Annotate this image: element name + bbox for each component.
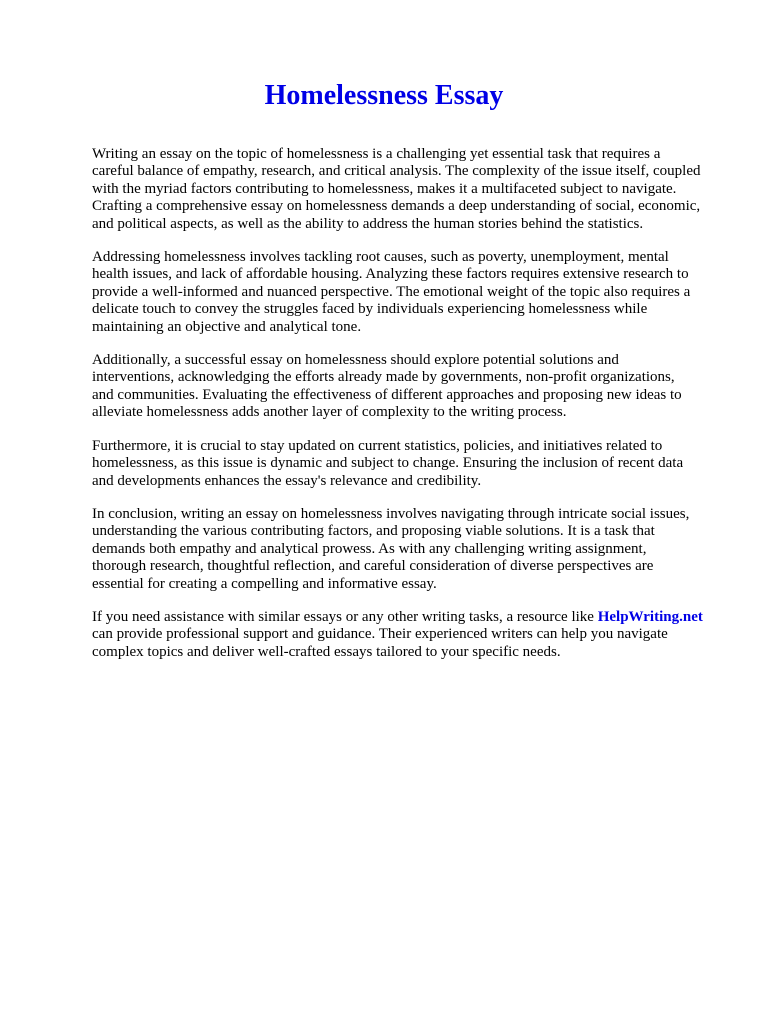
paragraph-current-data: Furthermore, it is crucial to stay updated on current statistics, policies, and initiatives related to homelessness, as this issue is dynamic and subject to change. Ensuring the inclusion of recent data and developments enhances the essay's relevance and credibility. xyxy=(92,437,684,489)
paragraph-conclusion: In conclusion, writing an essay on homelessness involves navigating through intricate social issues, understanding the various contributing factors, and proposing viable solutions. It is a task that demands both empathy and analytical prowess. As with any challenging writing assignment, thorough research, thoughtful reflection, and careful consideration of diverse perspectives are essential for creating a compelling and informative essay. xyxy=(92,505,690,592)
page-title: Homelessness Essay xyxy=(264,80,504,111)
resource-text-after-link: can provide professional support and guidance. Their experienced writers can help you navigate complex topics and deliver well-crafted essays tailored to your specific needs. xyxy=(92,626,668,660)
paragraph-resource xyxy=(92,609,732,661)
resource-text-before-link: If you need assistance with similar essays or any other writing tasks, a resource like xyxy=(92,608,598,625)
helpwriting-link[interactable]: HelpWriting.net xyxy=(597,608,703,625)
paragraph-intro: Writing an essay on the topic of homelessness is a challenging yet essential task that requires a careful balance of empathy, research, and critical analysis. The complexity of the issue itself, coupled with the myriad factors contributing to homelessness, makes it a multifaceted subject to navigate. Crafting a comprehensive essay on homelessness demands a deep understanding of social, economic, and political aspects, as well as the ability to address the human stories behind the statistics. xyxy=(92,146,701,232)
essay-body xyxy=(92,146,732,661)
paragraph-root-causes: Addressing homelessness involves tackling root causes, such as poverty, unemployment, mental health issues, and lack of affordable housing. Analyzing these factors requires extensive research to provide a well-informed and nuanced perspective. The emotional weight of the topic also requires a delicate touch to convey the struggles faced by individuals experiencing homelessness while maintaining an objective and analytical tone. xyxy=(92,249,691,335)
paragraph-solutions: Additionally, a successful essay on homelessness should explore potential solutions and interventions, acknowledging the efforts already made by governments, non-profit organizations, and communities. Evaluating the effectiveness of different approaches and proposing new ideas to alleviate homelessness adds another layer of complexity to the writing process. xyxy=(92,352,682,421)
